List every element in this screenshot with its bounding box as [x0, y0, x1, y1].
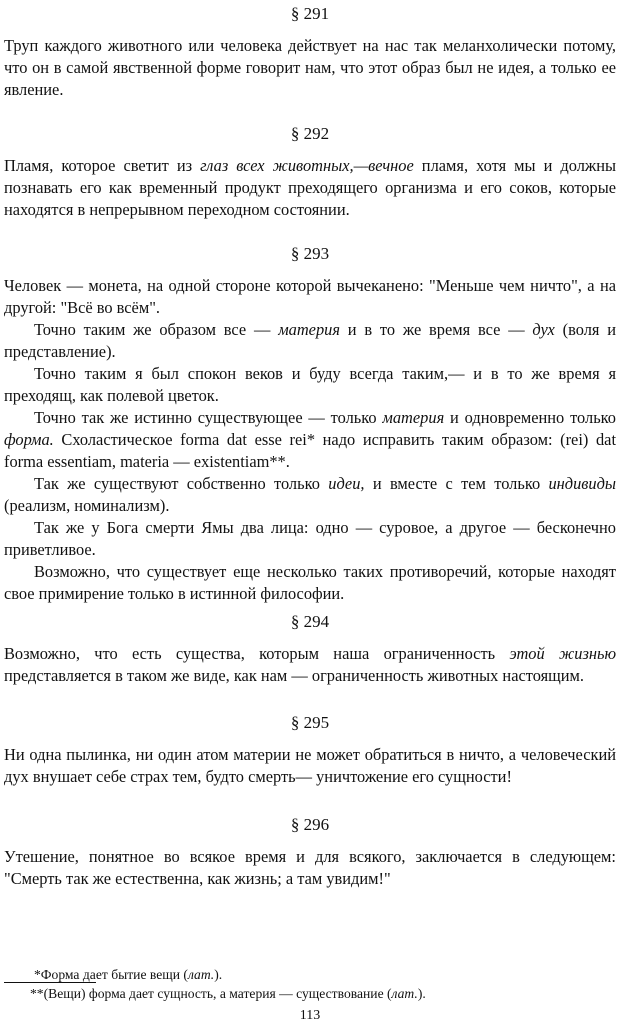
section-heading-291: § 291	[290, 4, 330, 23]
paragraph-293-6: Так же у Бога смерти Ямы два лица: одно — суровое, а другое — бесконечно приветливое.	[4, 518, 616, 559]
paragraph-293-7: Возможно, что существует еще несколько таких противоречий, которые находят свое примирение только в истинной философии.	[4, 562, 616, 603]
paragraph-294-1: Возможно, что есть существа, которым наша ограниченность этой жизнью представляется в таком же виде, как нам — ограниченность животных настоящим.	[4, 644, 616, 685]
section-heading-292: § 292	[290, 124, 330, 143]
section-heading-295: § 295	[290, 713, 330, 732]
paragraph-292-1: Пламя, которое светит из глаз всех животных,—вечное пламя, хотя мы и должны познавать его как временный продукт преходящего организма и его соков, которые находятся в непрерывном переходном состоянии.	[4, 156, 616, 219]
paragraph-293-3: Точно таким я был спокон веков и буду всегда таким,— и в то же время я преходящ, как полевой цветок.	[4, 364, 616, 405]
paragraph-293-2: Точно таким же образом все — материя и в то же время все — дух (воля и представление).	[4, 320, 617, 361]
paragraph-293-4: Точно так же истинно существующее — только материя и одновременно только форма. Схоластическое forma dat esse rei* надо исправить таким образом: (rei) dat forma essentiam, materia — existentiam**.	[4, 408, 616, 471]
paragraph-295-1: Ни одна пылинка, ни один атом материи не может обратиться в ничто, а человеческий дух внушает себе страх тем, будто смерть— уничтожение его сущности!	[4, 745, 616, 786]
footnote-1: *Форма дает бытие вещи (лат.).	[34, 967, 223, 982]
section-heading-293: § 293	[290, 244, 330, 263]
paragraph-296-1: Утешение, понятное во всякое время и для всякого, заключается в следующем: "Смерть так же естественна, как жизнь; а там увидим!"	[4, 847, 616, 888]
footnote-2: **(Вещи) форма дает сущность, а материя — существование (лат.).	[30, 986, 426, 1001]
section-heading-296: § 296	[290, 815, 330, 834]
paragraph-293-5: Так же существуют собственно только идеи, и вместе с тем только индивиды (реализм, номинализм).	[4, 474, 616, 515]
page-number: 113	[299, 1008, 321, 1023]
section-heading-294: § 294	[290, 612, 330, 631]
paragraph-291-1: Труп каждого животного или человека действует на нас так меланхолически потому, что он в самой явственной форме говорит нам, что этот образ был не идея, а только ее явление.	[4, 36, 616, 99]
paragraph-293-1: Человек — монета, на одной стороне которой вычеканено: "Меньше чем ничто", а на другой: "Всё во всём".	[4, 276, 616, 317]
